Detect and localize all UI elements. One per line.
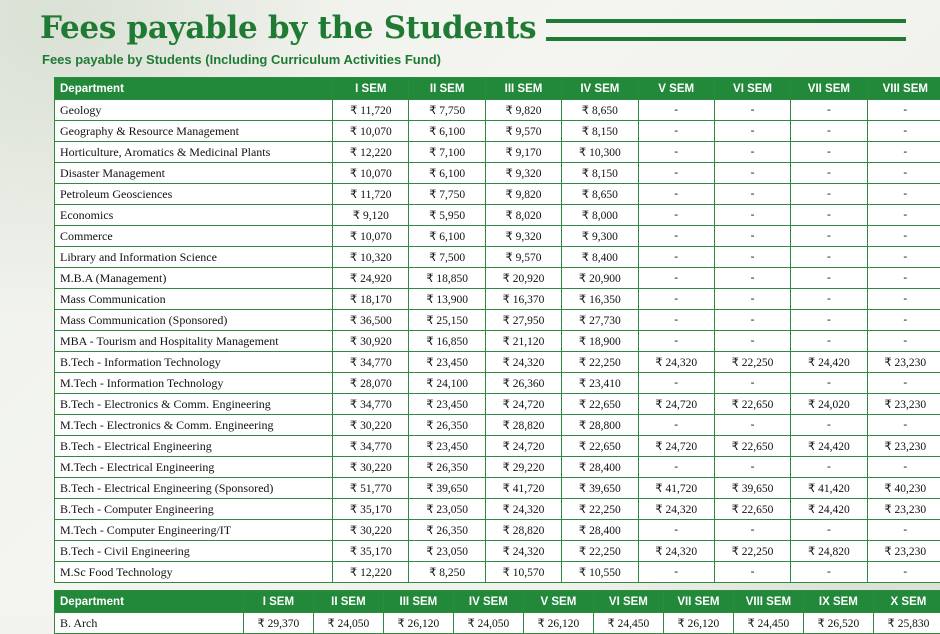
cell-fee-amount: - (638, 415, 714, 436)
cell-fee-amount: ₹ 30,220 (333, 415, 409, 436)
cell-fee-amount: ₹ 9,170 (485, 142, 561, 163)
table-row (55, 394, 940, 415)
cell-fee-amount: - (638, 457, 714, 478)
cell-fee-amount: - (714, 205, 790, 226)
cell-fee-amount: ₹ 22,650 (714, 436, 790, 457)
cell-fee-amount: - (791, 331, 867, 352)
cell-fee-amount: ₹ 8,150 (562, 163, 638, 184)
cell-fee-amount: ₹ 27,950 (485, 310, 561, 331)
cell-fee-amount: ₹ 51,770 (333, 478, 409, 499)
cell-fee-amount: ₹ 29,370 (243, 613, 313, 634)
cell-fee-amount: - (791, 100, 867, 121)
cell-fee-amount: ₹ 6,100 (409, 121, 485, 142)
cell-fee-amount: ₹ 24,720 (638, 394, 714, 415)
cell-fee-amount: - (714, 457, 790, 478)
cell-fee-amount: ₹ 34,770 (333, 436, 409, 457)
cell-fee-amount: ₹ 22,250 (714, 541, 790, 562)
table-row (55, 331, 940, 352)
cell-department-name: M.Tech - Electronics & Comm. Engineering (55, 415, 333, 436)
cell-fee-amount: - (714, 100, 790, 121)
cell-fee-amount: ₹ 7,100 (409, 142, 485, 163)
cell-fee-amount: ₹ 28,800 (562, 415, 638, 436)
table-row (55, 520, 940, 541)
cell-fee-amount: ₹ 22,250 (562, 541, 638, 562)
column-header-semester: IV SEM (453, 591, 523, 613)
cell-fee-amount: ₹ 35,170 (333, 541, 409, 562)
column-header-semester: VII SEM (663, 591, 733, 613)
cell-fee-amount: ₹ 8,020 (485, 205, 561, 226)
table-row (55, 457, 940, 478)
cell-fee-amount: ₹ 22,250 (562, 499, 638, 520)
table-row (55, 562, 940, 583)
cell-fee-amount: ₹ 41,720 (485, 478, 561, 499)
cell-fee-amount: - (714, 373, 790, 394)
cell-fee-amount: ₹ 10,570 (485, 562, 561, 583)
cell-department-name: M.Tech - Computer Engineering/IT (55, 520, 333, 541)
cell-fee-amount: - (638, 520, 714, 541)
cell-fee-amount: - (638, 247, 714, 268)
cell-fee-amount: ₹ 9,320 (485, 226, 561, 247)
cell-fee-amount: - (791, 184, 867, 205)
cell-department-name: Geography & Resource Management (55, 121, 333, 142)
cell-department-name: Geology (55, 100, 333, 121)
cell-fee-amount: ₹ 20,920 (485, 268, 561, 289)
cell-department-name: Mass Communication (Sponsored) (55, 310, 333, 331)
cell-fee-amount: - (791, 373, 867, 394)
title-row (14, 10, 926, 46)
fees-table-barch-header (55, 591, 940, 613)
table-row (55, 184, 940, 205)
cell-fee-amount: ₹ 8,650 (562, 100, 638, 121)
cell-fee-amount: ₹ 9,120 (333, 205, 409, 226)
cell-fee-amount: ₹ 24,420 (791, 499, 867, 520)
fees-table-main-body (55, 100, 940, 583)
cell-fee-amount: ₹ 22,650 (714, 499, 790, 520)
cell-department-name: Petroleum Geosciences (55, 184, 333, 205)
cell-fee-amount: ₹ 24,320 (638, 541, 714, 562)
cell-fee-amount: - (867, 268, 940, 289)
cell-fee-amount: ₹ 24,320 (485, 499, 561, 520)
column-header-semester: VIII SEM (733, 591, 803, 613)
cell-department-name: MBA - Tourism and Hospitality Management (55, 331, 333, 352)
cell-fee-amount: ₹ 10,320 (333, 247, 409, 268)
cell-fee-amount: - (714, 184, 790, 205)
cell-fee-amount: ₹ 39,650 (714, 478, 790, 499)
table-row (55, 415, 940, 436)
fees-table-main (54, 77, 940, 583)
cell-fee-amount: ₹ 23,050 (409, 499, 485, 520)
cell-fee-amount: - (867, 331, 940, 352)
cell-fee-amount: ₹ 24,720 (638, 436, 714, 457)
table-header-row (55, 591, 940, 613)
cell-fee-amount: - (638, 310, 714, 331)
cell-fee-amount: ₹ 39,650 (562, 478, 638, 499)
cell-fee-amount: - (791, 226, 867, 247)
column-header-semester: IV SEM (562, 78, 638, 100)
fees-table-barch (54, 590, 940, 634)
column-header-semester: II SEM (409, 78, 485, 100)
cell-fee-amount: - (791, 205, 867, 226)
cell-fee-amount: ₹ 29,220 (485, 457, 561, 478)
cell-fee-amount: - (638, 184, 714, 205)
cell-fee-amount: ₹ 18,170 (333, 289, 409, 310)
column-header-semester: V SEM (638, 78, 714, 100)
cell-fee-amount: - (867, 184, 940, 205)
cell-fee-amount: - (714, 520, 790, 541)
table-row (55, 436, 940, 457)
cell-department-name: B.Tech - Computer Engineering (55, 499, 333, 520)
cell-fee-amount: ₹ 24,720 (485, 436, 561, 457)
table-row (55, 289, 940, 310)
column-header-semester: III SEM (485, 78, 561, 100)
cell-fee-amount: ₹ 22,250 (714, 352, 790, 373)
cell-fee-amount: ₹ 36,500 (333, 310, 409, 331)
cell-fee-amount: - (791, 247, 867, 268)
column-header-semester: V SEM (523, 591, 593, 613)
cell-fee-amount: - (714, 247, 790, 268)
cell-fee-amount: ₹ 24,320 (485, 352, 561, 373)
cell-department-name: B.Tech - Information Technology (55, 352, 333, 373)
table-row (55, 499, 940, 520)
cell-fee-amount: - (791, 310, 867, 331)
cell-fee-amount: ₹ 25,150 (409, 310, 485, 331)
cell-department-name: B.Tech - Electrical Engineering (Sponsored) (55, 478, 333, 499)
cell-department-name: Library and Information Science (55, 247, 333, 268)
column-header-semester: I SEM (243, 591, 313, 613)
cell-department-name: B.Tech - Civil Engineering (55, 541, 333, 562)
column-header-semester: I SEM (333, 78, 409, 100)
cell-fee-amount: ₹ 23,230 (867, 394, 940, 415)
cell-fee-amount: ₹ 26,520 (803, 613, 873, 634)
cell-fee-amount: ₹ 12,220 (333, 142, 409, 163)
cell-fee-amount: - (867, 247, 940, 268)
cell-fee-amount: ₹ 41,420 (791, 478, 867, 499)
cell-fee-amount: ₹ 23,450 (409, 394, 485, 415)
cell-fee-amount: ₹ 26,120 (383, 613, 453, 634)
cell-fee-amount: - (867, 520, 940, 541)
cell-fee-amount: ₹ 28,400 (562, 520, 638, 541)
cell-fee-amount: ₹ 24,050 (453, 613, 523, 634)
cell-fee-amount: ₹ 11,720 (333, 184, 409, 205)
cell-fee-amount: - (638, 142, 714, 163)
cell-department-name: Horticulture, Aromatics & Medicinal Plants (55, 142, 333, 163)
cell-fee-amount: ₹ 23,230 (867, 541, 940, 562)
column-header-semester: VI SEM (714, 78, 790, 100)
cell-department-name: M.B.A (Management) (55, 268, 333, 289)
cell-fee-amount: - (791, 121, 867, 142)
cell-fee-amount: ₹ 24,920 (333, 268, 409, 289)
cell-department-name: M.Sc Food Technology (55, 562, 333, 583)
fees-table-barch-body (55, 613, 940, 634)
cell-fee-amount: - (638, 100, 714, 121)
table-row (55, 121, 940, 142)
cell-fee-amount: ₹ 18,900 (562, 331, 638, 352)
column-header-semester: X SEM (873, 591, 940, 613)
cell-fee-amount: ₹ 12,220 (333, 562, 409, 583)
column-header-semester: VIII SEM (867, 78, 940, 100)
cell-fee-amount: ₹ 6,100 (409, 163, 485, 184)
cell-fee-amount: ₹ 23,410 (562, 373, 638, 394)
cell-fee-amount: ₹ 24,420 (791, 352, 867, 373)
cell-fee-amount: - (791, 163, 867, 184)
tables-container (14, 77, 926, 634)
cell-fee-amount: ₹ 10,070 (333, 121, 409, 142)
column-header-semester: VII SEM (791, 78, 867, 100)
cell-fee-amount: ₹ 16,850 (409, 331, 485, 352)
column-header-semester: II SEM (313, 591, 383, 613)
cell-fee-amount: ₹ 7,750 (409, 184, 485, 205)
table-row (55, 352, 940, 373)
cell-fee-amount: ₹ 18,850 (409, 268, 485, 289)
cell-fee-amount: - (714, 163, 790, 184)
cell-fee-amount: ₹ 9,570 (485, 247, 561, 268)
column-header-department: Department (55, 78, 333, 100)
cell-fee-amount: ₹ 26,120 (523, 613, 593, 634)
cell-fee-amount: ₹ 5,950 (409, 205, 485, 226)
cell-fee-amount: - (714, 289, 790, 310)
cell-fee-amount: ₹ 6,100 (409, 226, 485, 247)
cell-fee-amount: ₹ 21,120 (485, 331, 561, 352)
cell-fee-amount: - (638, 205, 714, 226)
cell-fee-amount: ₹ 10,070 (333, 226, 409, 247)
cell-department-name: M.Tech - Electrical Engineering (55, 457, 333, 478)
cell-fee-amount: ₹ 7,750 (409, 100, 485, 121)
cell-department-name: M.Tech - Information Technology (55, 373, 333, 394)
cell-fee-amount: - (714, 226, 790, 247)
cell-department-name: Disaster Management (55, 163, 333, 184)
cell-fee-amount: - (638, 331, 714, 352)
cell-fee-amount: - (638, 121, 714, 142)
cell-fee-amount: ₹ 23,230 (867, 352, 940, 373)
cell-fee-amount: ₹ 25,830 (873, 613, 940, 634)
cell-fee-amount: ₹ 20,900 (562, 268, 638, 289)
table-row (55, 613, 940, 634)
cell-fee-amount: ₹ 22,250 (562, 352, 638, 373)
cell-fee-amount: - (867, 226, 940, 247)
cell-fee-amount: ₹ 23,050 (409, 541, 485, 562)
cell-fee-amount: ₹ 13,900 (409, 289, 485, 310)
cell-fee-amount: - (638, 373, 714, 394)
table-row (55, 142, 940, 163)
cell-fee-amount: ₹ 23,450 (409, 436, 485, 457)
table-row (55, 268, 940, 289)
cell-fee-amount: - (867, 457, 940, 478)
cell-department-name: Mass Communication (55, 289, 333, 310)
table-row (55, 247, 940, 268)
cell-fee-amount: - (714, 562, 790, 583)
cell-fee-amount: ₹ 24,450 (733, 613, 803, 634)
cell-fee-amount: ₹ 8,650 (562, 184, 638, 205)
cell-fee-amount: - (638, 163, 714, 184)
cell-fee-amount: ₹ 10,550 (562, 562, 638, 583)
cell-fee-amount: ₹ 28,070 (333, 373, 409, 394)
cell-fee-amount: ₹ 9,820 (485, 184, 561, 205)
cell-fee-amount: ₹ 35,170 (333, 499, 409, 520)
cell-fee-amount: - (867, 163, 940, 184)
cell-fee-amount: ₹ 10,070 (333, 163, 409, 184)
cell-fee-amount: ₹ 28,400 (562, 457, 638, 478)
column-header-semester: IX SEM (803, 591, 873, 613)
cell-fee-amount: ₹ 23,230 (867, 499, 940, 520)
table-row (55, 373, 940, 394)
cell-fee-amount: ₹ 24,020 (791, 394, 867, 415)
cell-fee-amount: - (714, 268, 790, 289)
cell-fee-amount: - (638, 226, 714, 247)
cell-department-name: B.Tech - Electronics & Comm. Engineering (55, 394, 333, 415)
cell-fee-amount: - (867, 310, 940, 331)
cell-fee-amount: ₹ 30,920 (333, 331, 409, 352)
cell-fee-amount: ₹ 39,650 (409, 478, 485, 499)
cell-fee-amount: ₹ 24,720 (485, 394, 561, 415)
cell-fee-amount: ₹ 24,320 (638, 352, 714, 373)
fees-table-main-header (55, 78, 940, 100)
cell-fee-amount: ₹ 24,820 (791, 541, 867, 562)
cell-fee-amount: ₹ 8,000 (562, 205, 638, 226)
cell-fee-amount: ₹ 24,320 (485, 541, 561, 562)
cell-fee-amount: ₹ 24,450 (593, 613, 663, 634)
table-row (55, 163, 940, 184)
page-title: Fees payable by the Students (40, 10, 536, 46)
table-row (55, 541, 940, 562)
page-subtitle: Fees payable by Students (Including Curriculum Activities Fund) (14, 52, 926, 67)
cell-fee-amount: - (867, 415, 940, 436)
cell-fee-amount: ₹ 22,650 (562, 436, 638, 457)
cell-fee-amount: ₹ 8,150 (562, 121, 638, 142)
cell-fee-amount: ₹ 26,360 (485, 373, 561, 394)
table-row (55, 226, 940, 247)
table-row (55, 100, 940, 121)
cell-fee-amount: ₹ 41,720 (638, 478, 714, 499)
cell-fee-amount: ₹ 26,120 (663, 613, 733, 634)
cell-fee-amount: - (791, 457, 867, 478)
cell-fee-amount: ₹ 24,100 (409, 373, 485, 394)
cell-fee-amount: - (714, 310, 790, 331)
cell-fee-amount: ₹ 22,650 (714, 394, 790, 415)
cell-fee-amount: ₹ 16,350 (562, 289, 638, 310)
cell-fee-amount: - (714, 142, 790, 163)
cell-fee-amount: ₹ 9,570 (485, 121, 561, 142)
cell-fee-amount: - (791, 562, 867, 583)
cell-fee-amount: - (867, 100, 940, 121)
cell-fee-amount: ₹ 26,350 (409, 520, 485, 541)
cell-fee-amount: ₹ 8,400 (562, 247, 638, 268)
column-header-department: Department (55, 591, 244, 613)
cell-fee-amount: ₹ 7,500 (409, 247, 485, 268)
cell-fee-amount: ₹ 40,230 (867, 478, 940, 499)
cell-department-name: B.Tech - Electrical Engineering (55, 436, 333, 457)
cell-department-name: Economics (55, 205, 333, 226)
cell-fee-amount: ₹ 24,420 (791, 436, 867, 457)
cell-fee-amount: - (791, 289, 867, 310)
cell-fee-amount: ₹ 11,720 (333, 100, 409, 121)
cell-fee-amount: ₹ 28,820 (485, 415, 561, 436)
cell-fee-amount: - (867, 373, 940, 394)
cell-department-name: Commerce (55, 226, 333, 247)
cell-fee-amount: ₹ 9,820 (485, 100, 561, 121)
cell-fee-amount: - (791, 268, 867, 289)
cell-fee-amount: - (867, 289, 940, 310)
cell-fee-amount: - (867, 121, 940, 142)
cell-fee-amount: ₹ 16,370 (485, 289, 561, 310)
cell-fee-amount: ₹ 24,320 (638, 499, 714, 520)
cell-fee-amount: - (638, 562, 714, 583)
column-header-semester: VI SEM (593, 591, 663, 613)
cell-department-name: B. Arch (55, 613, 244, 634)
cell-fee-amount: - (791, 142, 867, 163)
cell-fee-amount: - (867, 205, 940, 226)
cell-fee-amount: ₹ 26,350 (409, 457, 485, 478)
cell-fee-amount: ₹ 30,220 (333, 457, 409, 478)
cell-fee-amount: ₹ 8,250 (409, 562, 485, 583)
cell-fee-amount: - (714, 331, 790, 352)
cell-fee-amount: ₹ 22,650 (562, 394, 638, 415)
cell-fee-amount: - (638, 268, 714, 289)
cell-fee-amount: ₹ 27,730 (562, 310, 638, 331)
cell-fee-amount: ₹ 9,300 (562, 226, 638, 247)
cell-fee-amount: ₹ 10,300 (562, 142, 638, 163)
cell-fee-amount: ₹ 34,770 (333, 394, 409, 415)
cell-fee-amount: - (791, 415, 867, 436)
cell-fee-amount: ₹ 23,230 (867, 436, 940, 457)
table-row (55, 205, 940, 226)
cell-fee-amount: ₹ 26,350 (409, 415, 485, 436)
cell-fee-amount: ₹ 9,320 (485, 163, 561, 184)
cell-fee-amount: - (714, 415, 790, 436)
cell-fee-amount: - (791, 520, 867, 541)
table-row (55, 478, 940, 499)
cell-fee-amount: ₹ 34,770 (333, 352, 409, 373)
cell-fee-amount: - (638, 289, 714, 310)
cell-fee-amount: - (714, 121, 790, 142)
cell-fee-amount: - (867, 562, 940, 583)
cell-fee-amount: ₹ 30,220 (333, 520, 409, 541)
title-divider (546, 19, 906, 41)
cell-fee-amount: ₹ 23,450 (409, 352, 485, 373)
cell-fee-amount: - (867, 142, 940, 163)
table-header-row (55, 78, 940, 100)
table-row (55, 310, 940, 331)
column-header-semester: III SEM (383, 591, 453, 613)
cell-fee-amount: ₹ 28,820 (485, 520, 561, 541)
cell-fee-amount: ₹ 24,050 (313, 613, 383, 634)
